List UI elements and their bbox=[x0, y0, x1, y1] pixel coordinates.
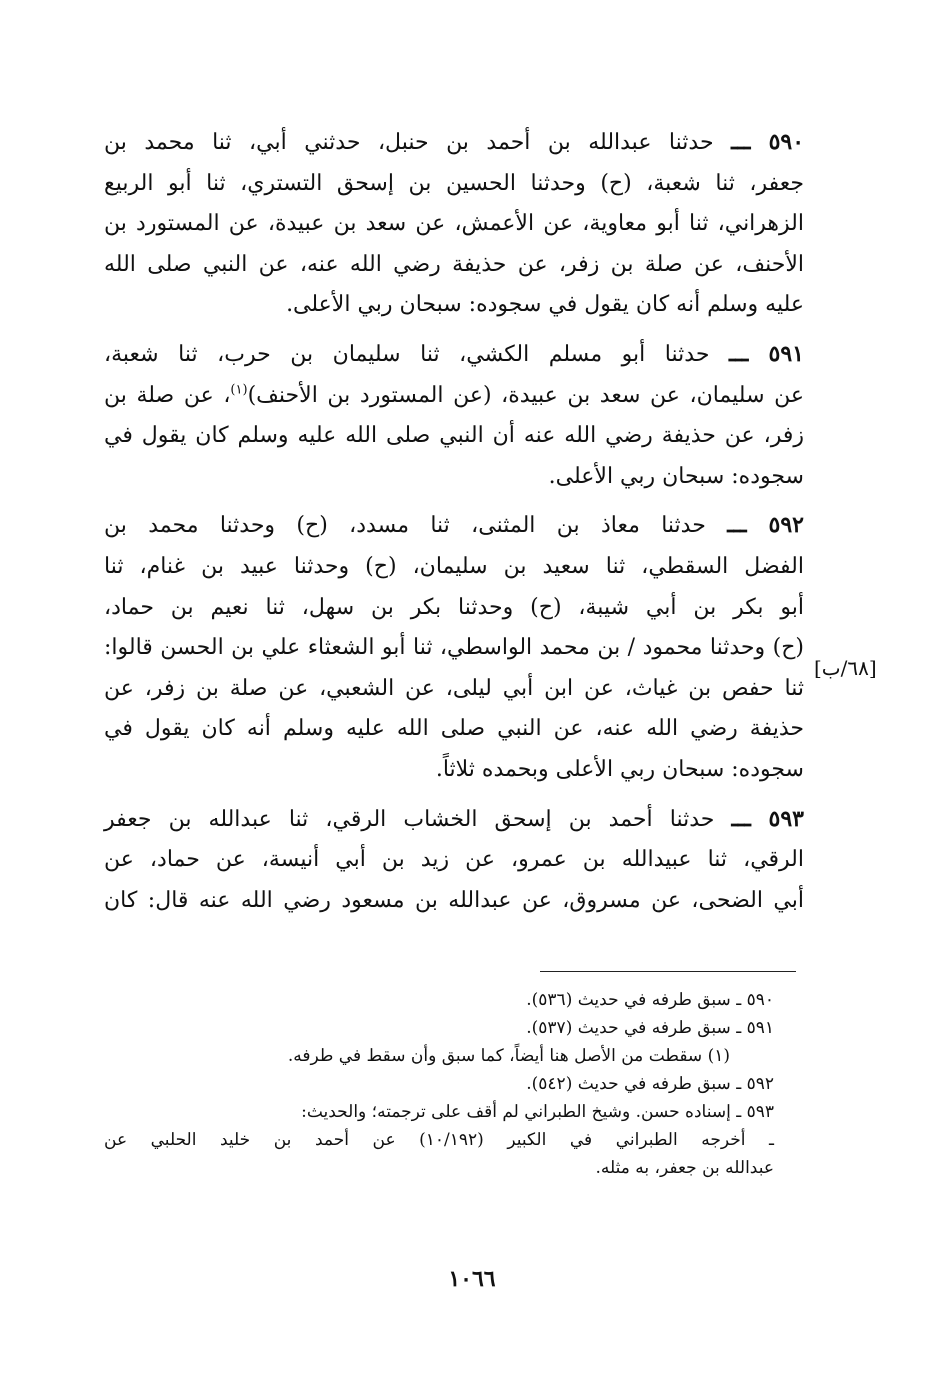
text-line: حذيفة رضي الله عنه، عن النبي صلى الله عليه وسلم أنه كان يقول في bbox=[104, 716, 804, 742]
main-text bbox=[104, 122, 804, 921]
text-line: زفر، عن حذيفة رضي الله عنه أن النبي صلى الله عليه وسلم كان يقول في bbox=[104, 423, 804, 449]
footnote-593: ٥٩٣ ـ إسناده حسن. وشيخ الطبراني لم أقف على ترجمته؛ والحديث: bbox=[301, 1102, 774, 1122]
footnote-593-source: ـ أخرجه الطبراني في الكبير (١٠/١٩٢) عن أحمد بن خليد الحلبي عن bbox=[104, 1130, 774, 1150]
text-line: (ح) وحدثنا محمود / بن محمد الواسطي، ثنا أبو الشعثاء علي بن الحسن قالوا: bbox=[104, 635, 804, 661]
footnote-590: ٥٩٠ ـ سبق طرفه في حديث (٥٣٦). bbox=[526, 990, 774, 1010]
footnote-1: (١) سقطت من الأصل هنا أيضاً، كما سبق وأن سقط في طرفه. bbox=[287, 1046, 730, 1066]
text-line: جعفر، ثنا شعبة، (ح) وحدثنا الحسين بن إسحق التستري، ثنا أبو الربيع bbox=[104, 170, 804, 196]
text-line: الزهراني، ثنا أبو معاوية، عن الأعمش، عن سعد بن عبيدة، عن المستورد بن bbox=[104, 211, 804, 237]
hadith-number: ٥٩٣ ـــ bbox=[731, 805, 804, 832]
footnote-592: ٥٩٢ ـ سبق طرفه في حديث (٥٤٢). bbox=[526, 1074, 774, 1094]
page-number: ١٠٦٦ bbox=[448, 1266, 496, 1292]
line-text: عن سليمان، عن سعد بن عبيدة، (عن المستورد بن الأحنف) bbox=[247, 382, 804, 408]
footnote-591: ٥٩١ ـ سبق طرفه في حديث (٥٣٧). bbox=[526, 1018, 774, 1038]
line-text: حدثنا معاذ بن المثنى، ثنا مسدد، (ح) وحدثنا محمد بن bbox=[104, 513, 706, 539]
hadith-593 bbox=[104, 799, 804, 922]
text-line bbox=[104, 334, 804, 376]
text-line: الرقي، ثنا عبيدالله بن عمرو، عن زيد بن أبي أنيسة، عن حماد، عن bbox=[104, 847, 804, 873]
text-line: ثنا حفص بن غياث، عن ابن أبي ليلى، عن الشعبي، عن صلة بن زفر، عن bbox=[104, 675, 804, 701]
hadith-591 bbox=[104, 334, 804, 497]
text-line bbox=[104, 799, 804, 841]
line-text: حدثنا عبدالله بن أحمد بن حنبل، حدثني أبي، ثنا محمد بن bbox=[104, 130, 714, 155]
text-line bbox=[104, 505, 804, 547]
footnotes bbox=[104, 986, 804, 1182]
text-line bbox=[104, 122, 804, 164]
line-text: ، عن صلة بن bbox=[104, 382, 231, 408]
text-line: سجوده: سبحان ربي الأعلى. bbox=[548, 463, 804, 489]
text-line bbox=[104, 376, 804, 417]
line-text: حدثنا أبو مسلم الكشي، ثنا سليمان بن حرب، ثنا شعبة، bbox=[104, 341, 710, 367]
text-line: أبي الضحى، عن مسروق، عن عبدالله بن مسعود رضي الله عنه قال: كان bbox=[104, 887, 804, 913]
text-line: الفضل السقطي، ثنا سعيد بن سليمان، (ح) وحدثنا عبيد بن غنام، ثنا bbox=[104, 553, 804, 579]
footnote-marker[interactable]: (١) bbox=[230, 382, 248, 398]
footnote-divider bbox=[540, 971, 796, 972]
text-line: أبو بكر بن أبي شيبة، (ح) وحدثنا بكر بن سهل، ثنا نعيم بن حماد، bbox=[104, 594, 804, 620]
text-line: سجوده: سبحان ربي الأعلى وبحمده ثلاثاً. bbox=[435, 756, 804, 782]
hadith-number: ٥٩٠ ـــ bbox=[731, 129, 805, 155]
line-text: حدثنا أحمد بن إسحق الخشاب الرقي، ثنا عبدالله بن جعفر bbox=[104, 806, 715, 832]
manuscript-folio-marker: [٦٨/ب] bbox=[814, 656, 877, 680]
footnote-593-source-cont: عبدالله بن جعفر، به مثله. bbox=[595, 1158, 774, 1178]
text-line: عليه وسلم أنه كان يقول في سجوده: سبحان ربي الأعلى. bbox=[286, 292, 804, 318]
text-line: الأحنف، عن صلة بن زفر، عن حذيفة رضي الله عنه، عن النبي صلى الله bbox=[104, 251, 804, 277]
hadith-590 bbox=[104, 122, 804, 326]
hadith-number: ٥٩٢ ـــ bbox=[727, 512, 804, 539]
hadith-592 bbox=[104, 505, 804, 790]
hadith-number: ٥٩١ ـــ bbox=[728, 340, 804, 367]
